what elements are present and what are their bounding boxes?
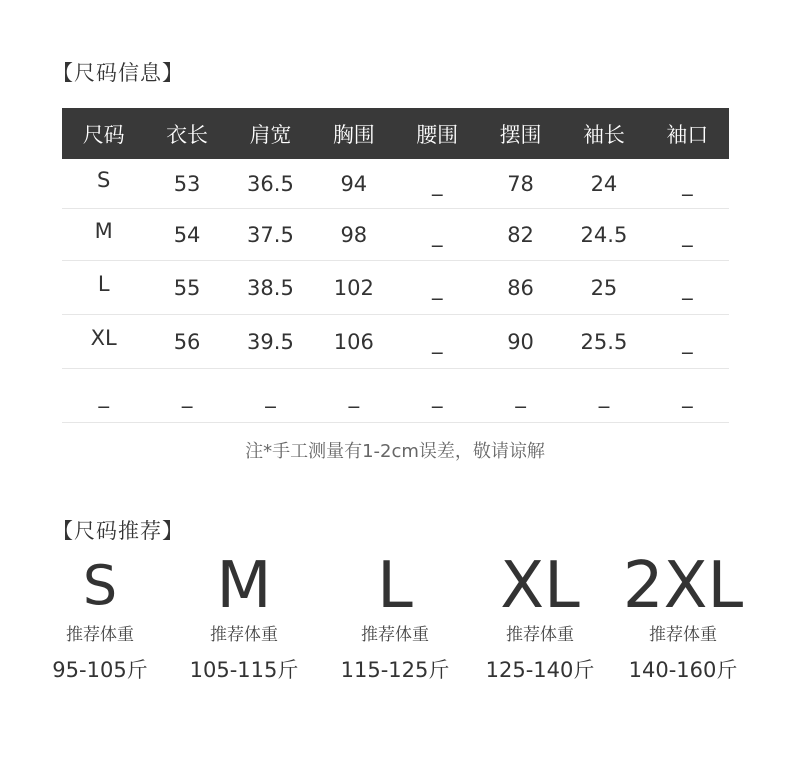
recommend-item-2xl (608, 548, 758, 683)
table-cell: _ (646, 209, 729, 261)
table-cell: _ (646, 315, 729, 369)
table-cell: 24.5 (562, 209, 645, 261)
recommend-label: 推荐体重 (649, 625, 717, 645)
table-cell: _ (396, 159, 479, 209)
table-cell: _ (396, 209, 479, 261)
column-header: 胸围 (312, 108, 395, 159)
table-cell: 82 (479, 209, 562, 261)
table-row (62, 209, 729, 261)
table-cell: 86 (479, 261, 562, 315)
table-cell: 36.5 (229, 159, 312, 209)
recommend-item-l (320, 548, 470, 683)
column-header: 腰围 (396, 108, 479, 159)
table-cell: _ (562, 369, 645, 423)
column-header: 袖长 (562, 108, 645, 159)
table-cell: S (62, 155, 145, 205)
recommend-size: 2XL (622, 549, 744, 623)
measurement-note: 注*手工测量有1-2cm误差，敬请谅解 (245, 441, 545, 462)
recommend-weight: 95-105斤 (52, 658, 148, 682)
column-header: 肩宽 (229, 108, 312, 159)
recommend-weight: 125-140斤 (485, 658, 595, 682)
column-header: 衣长 (145, 108, 228, 159)
recommend-size: L (377, 549, 413, 623)
recommend-item-m (169, 548, 319, 683)
table-row (62, 261, 729, 315)
table-row (62, 369, 729, 423)
table-cell: _ (62, 369, 145, 423)
recommend-weight: 105-115斤 (189, 658, 299, 682)
table-cell: 54 (145, 209, 228, 261)
table-cell: _ (229, 369, 312, 423)
table-cell: 98 (312, 209, 395, 261)
recommend-weight: 115-125斤 (340, 658, 450, 682)
table-cell: _ (479, 369, 562, 423)
table-cell: 102 (312, 261, 395, 315)
size-recommend-title: 【尺码推荐】 (52, 519, 184, 543)
table-cell: 55 (145, 261, 228, 315)
table-cell: _ (646, 159, 729, 209)
table-cell: 37.5 (229, 209, 312, 261)
column-header: 袖口 (646, 108, 729, 159)
table-cell: 106 (312, 315, 395, 369)
table-cell: L (62, 257, 145, 311)
table-row (62, 315, 729, 369)
recommend-label: 推荐体重 (210, 625, 278, 645)
recommend-label: 推荐体重 (506, 625, 574, 645)
column-header: 尺码 (62, 108, 145, 159)
table-cell: _ (312, 369, 395, 423)
recommend-item-s (25, 548, 175, 683)
table-cell: _ (145, 369, 228, 423)
size-info-title: 【尺码信息】 (52, 61, 184, 85)
table-cell: XL (62, 311, 145, 365)
recommend-item-xl (465, 548, 615, 683)
recommend-size: XL (500, 549, 580, 623)
table-header-row (62, 108, 729, 159)
table-cell: 56 (145, 315, 228, 369)
table-cell: 25.5 (562, 315, 645, 369)
table-cell: 39.5 (229, 315, 312, 369)
table-cell: 38.5 (229, 261, 312, 315)
table-cell: _ (646, 261, 729, 315)
table-cell: 90 (479, 315, 562, 369)
recommend-size: M (216, 549, 272, 623)
recommend-weight: 140-160斤 (628, 658, 738, 682)
size-table (62, 108, 729, 423)
table-cell: 78 (479, 159, 562, 209)
table-cell: 94 (312, 159, 395, 209)
column-header: 摆围 (479, 108, 562, 159)
table-cell: _ (646, 369, 729, 423)
table-cell: _ (396, 369, 479, 423)
table-cell: M (62, 205, 145, 257)
recommend-label: 推荐体重 (361, 625, 429, 645)
table-cell: _ (396, 315, 479, 369)
table-cell: 24 (562, 159, 645, 209)
table-row (62, 159, 729, 209)
recommend-size: S (82, 554, 118, 617)
table-cell: 53 (145, 159, 228, 209)
table-cell: _ (396, 261, 479, 315)
recommend-label: 推荐体重 (66, 625, 134, 645)
table-cell: 25 (562, 261, 645, 315)
